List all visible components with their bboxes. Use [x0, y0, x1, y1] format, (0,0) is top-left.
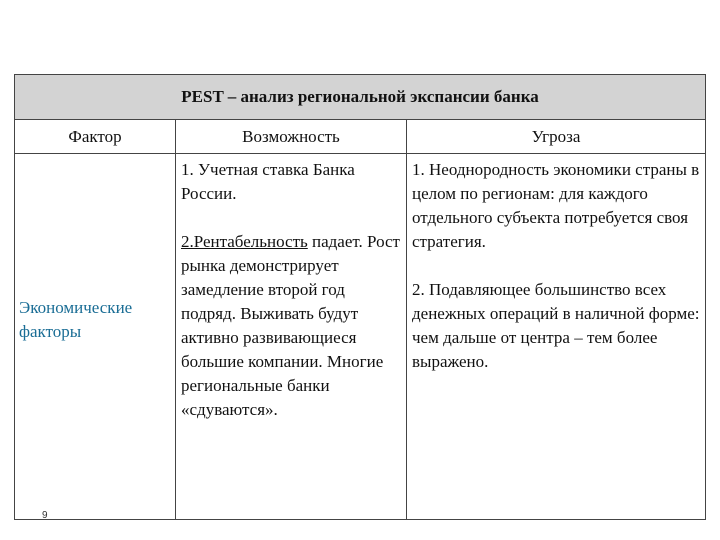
table-row	[15, 154, 705, 520]
threat-item-1: 1. Неоднородность экономики страны в целом по регионам: для каждого отдельного субъекта потребуется своя стратегия.	[412, 160, 700, 251]
page-number: 9	[42, 510, 48, 521]
opportunity-item-2	[181, 230, 403, 422]
header-row	[15, 120, 705, 154]
pest-table	[14, 74, 706, 520]
header-factor: Фактор	[68, 126, 122, 146]
table-title: PEST – анализ региональной экспансии банка	[15, 75, 705, 120]
opportunity-item-1: 1. Учетная ставка Банка России.	[181, 160, 355, 203]
factor-cell: Экономические факторы	[19, 298, 133, 341]
opportunity-item-2-text: падает. Рост рынка демонстрирует замедление второй год подряд. Выживать будут активно развивающиеся большие компании. Многие региональные банки «сдуваются».	[181, 232, 400, 419]
opportunity-item-2-underlined: 2.Рентабельность	[181, 232, 308, 251]
header-threat: Угроза	[531, 126, 581, 146]
threat-item-2: 2. Подавляющее большинство всех денежных операций в наличной форме: чем дальше от центра – тем более выражено.	[412, 280, 700, 371]
header-opportunity: Возможность	[242, 126, 340, 146]
opportunity-cell	[181, 158, 403, 422]
threat-cell	[412, 158, 702, 374]
